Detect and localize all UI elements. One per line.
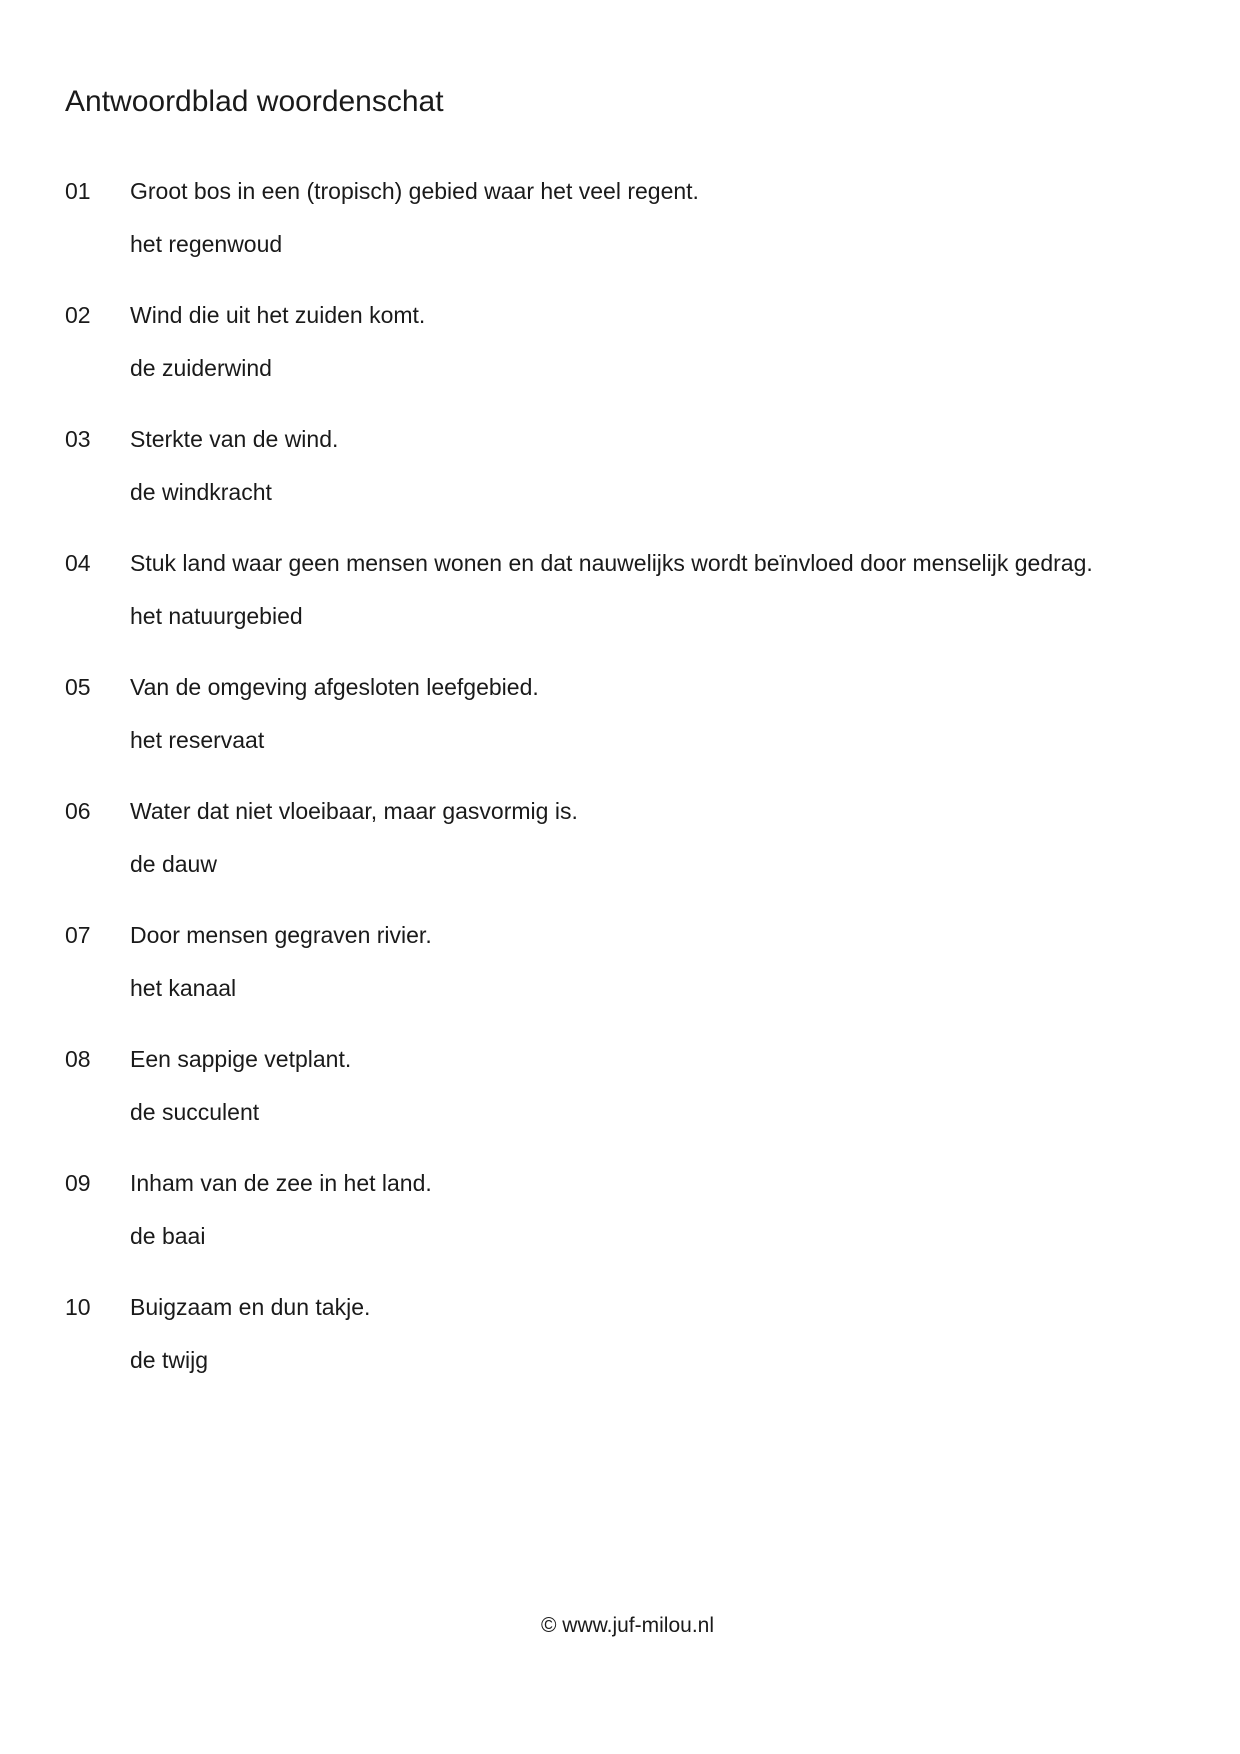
item-answer: het kanaal xyxy=(130,975,237,1001)
item-question: Wind die uit het zuiden komt. xyxy=(130,302,426,328)
item-answer: de windkracht xyxy=(130,479,272,505)
copyright-footer: © www.juf-milou.nl xyxy=(540,1614,714,1637)
list-item xyxy=(0,921,1240,1031)
footer xyxy=(0,1613,1240,1639)
item-number: 05 xyxy=(65,674,91,700)
list-item xyxy=(0,549,1240,659)
item-number: 06 xyxy=(65,798,91,824)
item-answer: de zuiderwind xyxy=(130,355,272,381)
list-item xyxy=(0,797,1240,907)
item-question: Inham van de zee in het land. xyxy=(130,1170,432,1196)
item-number: 01 xyxy=(65,178,91,204)
item-number: 10 xyxy=(65,1294,91,1320)
item-question: Sterkte van de wind. xyxy=(130,426,339,452)
item-number: 03 xyxy=(65,426,91,452)
list-item xyxy=(0,1293,1240,1403)
item-answer: de succulent xyxy=(130,1099,260,1125)
item-answer: het regenwoud xyxy=(130,231,283,257)
item-question: Stuk land waar geen mensen wonen en dat nauwelijks wordt beïnvloed door menselijk gedrag. xyxy=(130,550,1093,576)
list-item xyxy=(0,673,1240,783)
item-answer: de baai xyxy=(130,1223,206,1249)
item-question: Door mensen gegraven rivier. xyxy=(130,922,432,948)
item-number: 02 xyxy=(65,302,91,328)
item-answer: de dauw xyxy=(130,851,217,877)
page-title: Antwoordblad woordenschat xyxy=(65,85,444,118)
list-item xyxy=(0,1169,1240,1279)
list-item xyxy=(0,1045,1240,1155)
list-item xyxy=(0,425,1240,535)
item-number: 08 xyxy=(65,1046,91,1072)
item-question: Een sappige vetplant. xyxy=(130,1046,352,1072)
item-question: Groot bos in een (tropisch) gebied waar het veel regent. xyxy=(130,178,699,204)
item-number: 07 xyxy=(65,922,91,948)
list-item xyxy=(0,301,1240,411)
item-answer: het natuurgebied xyxy=(130,603,303,629)
item-question: Buigzaam en dun takje. xyxy=(130,1294,371,1320)
list-item xyxy=(0,177,1240,287)
item-question: Van de omgeving afgesloten leefgebied. xyxy=(130,674,539,700)
item-number: 09 xyxy=(65,1170,91,1196)
item-answer: het reservaat xyxy=(130,727,265,753)
item-question: Water dat niet vloeibaar, maar gasvormig is. xyxy=(130,798,578,824)
item-number: 04 xyxy=(65,550,91,576)
item-answer: de twijg xyxy=(130,1347,208,1373)
